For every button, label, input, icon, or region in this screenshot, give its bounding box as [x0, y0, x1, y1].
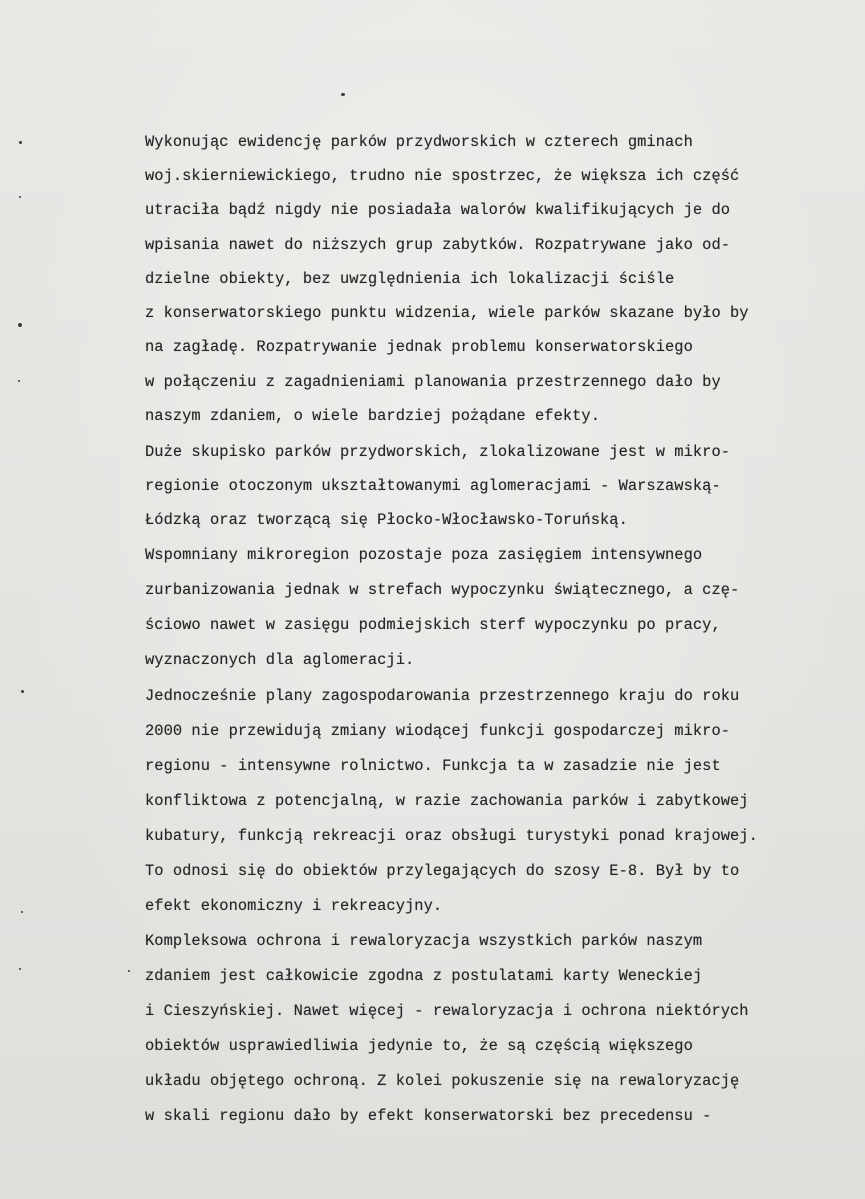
text-line: wyznaczonych dla aglomeracji. — [145, 651, 415, 669]
text-line: utraciła bądź nigdy nie posiadała walorów kwalifikujących je do — [145, 201, 731, 219]
text-line: dzielne obiekty, bez uwzględnienia ich lokalizacji ściśle — [145, 270, 675, 288]
text-line: z konserwatorskiego punktu widzenia, wiele parków skazane było by — [145, 304, 749, 322]
text-line: Kompleksowa ochrona i rewaloryzacja wszystkich parków naszym — [145, 932, 703, 950]
text-line: efekt ekonomiczny i rekreacyjny. — [145, 897, 443, 915]
text-line: 2000 nie przewidują zmiany wiodącej funkcji gospodarczej mikro- — [145, 722, 731, 740]
text-line: w połączeniu z zagadnieniami planowania przestrzennego dało by — [145, 373, 721, 391]
text-line: naszym zdaniem, o wiele bardziej pożądane efekty. — [145, 407, 601, 425]
text-line: Jednocześnie plany zagospodarowania przestrzennego kraju do roku — [145, 687, 740, 705]
text-line: na zagładę. Rozpatrywanie jednak problemu konserwatorskiego — [145, 338, 693, 356]
text-line: kubatury, funkcją rekreacji oraz obsługi turystyki ponad krajowej. — [145, 827, 758, 845]
text-line: wpisania nawet do niższych grup zabytków. Rozpatrywane jako od- — [145, 236, 731, 254]
text-line: Wykonując ewidencję parków przydworskich w czterech gminach — [145, 133, 693, 151]
text-line: regionu - intensywne rolnictwo. Funkcja ta w zasadzie nie jest — [145, 757, 721, 775]
text-line: zdaniem jest całkowicie zgodna z postulatami karty Weneckiej — [145, 967, 703, 985]
text-line: To odnosi się do obiektów przylegających do szosy E-8. Był by to — [145, 862, 740, 880]
text-line: woj.skierniewickiego, trudno nie spostrzec, że większa ich część — [145, 167, 740, 185]
text-line: Duże skupisko parków przydworskich, zlokalizowane jest w mikro- — [145, 443, 731, 461]
text-line: układu objętego ochroną. Z kolei pokuszenie się na rewaloryzację — [145, 1072, 740, 1090]
text-line: Wspomniany mikroregion pozostaje poza zasięgiem intensywnego — [145, 546, 703, 564]
text-line: i Cieszyńskiej. Nawet więcej - rewaloryzacja i ochrona niektórych — [145, 1002, 749, 1020]
text-line: konfliktowa z potencjalną, w razie zachowania parków i zabytkowej — [145, 792, 749, 810]
text-line: obiektów usprawiedliwia jedynie to, że są częścią większego — [145, 1037, 693, 1055]
text-line: w skali regionu dało by efekt konserwatorski bez precedensu - — [145, 1107, 712, 1125]
text-line: ściowo nawet w zasięgu podmiejskich sterf wypoczynku po pracy, — [145, 616, 721, 634]
text-line: Łódzką oraz tworzącą się Płocko-Włocławsko-Toruńską. — [145, 511, 628, 529]
text-line: zurbanizowania jednak w strefach wypoczynku świątecznego, a czę- — [145, 581, 740, 599]
text-line: regionie otoczonym ukształtowanymi aglomeracjami - Warszawską- — [145, 477, 721, 495]
